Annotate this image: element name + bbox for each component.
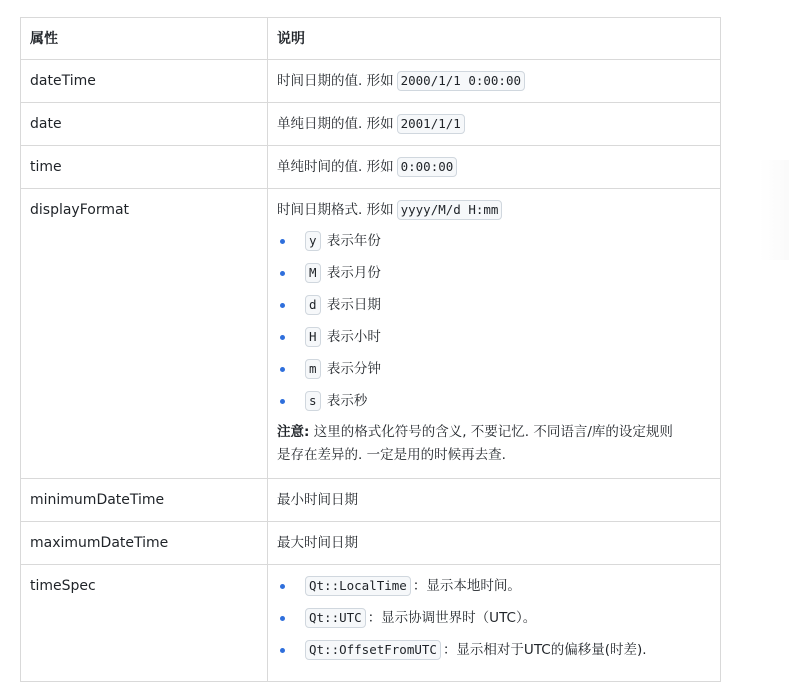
bullet-icon bbox=[280, 616, 285, 621]
property-name: time bbox=[30, 159, 62, 175]
inline-code: m bbox=[305, 359, 321, 379]
list-item-text: ：显示本地时间。 bbox=[412, 578, 521, 594]
list-item-text: 表示分钟 bbox=[326, 361, 381, 377]
header-description: 说明 bbox=[268, 18, 721, 60]
property-name: date bbox=[30, 116, 62, 132]
description-cell bbox=[268, 565, 721, 682]
description-cell bbox=[268, 479, 721, 522]
note-text-line2: 是存在差异的. 一定是用的时候再去查. bbox=[277, 447, 506, 463]
inline-code: M bbox=[305, 263, 321, 283]
list-item bbox=[277, 390, 711, 422]
list-item-text: ：显示相对于UTC的偏移量(时差). bbox=[442, 642, 647, 658]
bullet-icon bbox=[280, 303, 285, 308]
table-row bbox=[21, 565, 721, 682]
inline-code: 0:00:00 bbox=[397, 157, 458, 177]
list-item bbox=[277, 262, 711, 294]
property-name: minimumDateTime bbox=[30, 492, 165, 508]
property-name-cell bbox=[21, 103, 268, 146]
inline-code: Qt::LocalTime bbox=[305, 576, 411, 596]
bullet-icon bbox=[280, 399, 285, 404]
format-symbol-list bbox=[277, 230, 711, 422]
inline-code: Qt::UTC bbox=[305, 608, 366, 628]
timespec-list bbox=[277, 575, 711, 671]
property-name: maximumDateTime bbox=[30, 535, 169, 551]
description-cell bbox=[268, 522, 721, 565]
list-item bbox=[277, 230, 711, 262]
list-item-text: 表示年份 bbox=[326, 233, 381, 249]
description-line bbox=[277, 70, 711, 92]
table-row bbox=[21, 146, 721, 189]
property-name-cell bbox=[21, 522, 268, 565]
list-item bbox=[277, 639, 711, 671]
inline-code: 2001/1/1 bbox=[397, 114, 465, 134]
bullet-icon bbox=[280, 271, 285, 276]
list-item-text: 表示月份 bbox=[326, 265, 381, 281]
description-cell bbox=[268, 60, 721, 103]
list-item bbox=[277, 326, 711, 358]
property-name: displayFormat bbox=[30, 202, 130, 218]
list-item bbox=[277, 607, 711, 639]
bullet-icon bbox=[280, 239, 285, 244]
header-property: 属性 bbox=[21, 18, 268, 60]
bullet-icon bbox=[280, 367, 285, 372]
table-row bbox=[21, 522, 721, 565]
list-item bbox=[277, 575, 711, 607]
property-name: timeSpec bbox=[30, 578, 96, 594]
bullet-icon bbox=[280, 584, 285, 589]
table-header-row bbox=[21, 18, 721, 60]
inline-code: yyyy/M/d H:mm bbox=[397, 200, 503, 220]
description-text: 时间日期格式. 形如 bbox=[277, 202, 394, 218]
inline-code: y bbox=[305, 231, 321, 251]
description-line bbox=[277, 113, 711, 135]
property-name-cell bbox=[21, 146, 268, 189]
description-line bbox=[277, 156, 711, 178]
bullet-icon bbox=[280, 648, 285, 653]
property-name-cell bbox=[21, 565, 268, 682]
list-item-text: 表示小时 bbox=[326, 329, 381, 345]
description-text: 单纯日期的值. 形如 bbox=[277, 116, 394, 132]
property-name: dateTime bbox=[30, 73, 96, 89]
note-paragraph bbox=[277, 421, 711, 467]
properties-table bbox=[20, 17, 721, 682]
table-row bbox=[21, 103, 721, 146]
property-name-cell bbox=[21, 189, 268, 479]
bullet-icon bbox=[280, 335, 285, 340]
note-text-line1: 这里的格式化符号的含义, 不要记忆. 不同语言/库的设定规则 bbox=[309, 424, 673, 440]
inline-code: d bbox=[305, 295, 321, 315]
inline-code: H bbox=[305, 327, 321, 347]
list-item bbox=[277, 358, 711, 390]
list-item bbox=[277, 294, 711, 326]
description-cell bbox=[268, 189, 721, 479]
description-text: 单纯时间的值. 形如 bbox=[277, 159, 394, 175]
property-name-cell bbox=[21, 479, 268, 522]
inline-code: Qt::OffsetFromUTC bbox=[305, 640, 441, 660]
list-item-text: 表示日期 bbox=[326, 297, 381, 313]
description-text: 最大时间日期 bbox=[277, 535, 358, 551]
list-item-text: 表示秒 bbox=[326, 393, 368, 409]
inline-code: s bbox=[305, 391, 321, 411]
description-cell bbox=[268, 146, 721, 189]
description-text: 最小时间日期 bbox=[277, 492, 358, 508]
description-text: 时间日期的值. 形如 bbox=[277, 73, 394, 89]
list-item-text: ：显示协调世界时（UTC）。 bbox=[367, 610, 537, 626]
description-line bbox=[277, 199, 711, 221]
edge-shadow bbox=[760, 160, 789, 260]
inline-code: 2000/1/1 0:00:00 bbox=[397, 71, 525, 91]
table-row bbox=[21, 60, 721, 103]
table-row bbox=[21, 189, 721, 479]
table-row bbox=[21, 479, 721, 522]
property-name-cell bbox=[21, 60, 268, 103]
note-label: 注意: bbox=[277, 424, 310, 440]
description-cell bbox=[268, 103, 721, 146]
